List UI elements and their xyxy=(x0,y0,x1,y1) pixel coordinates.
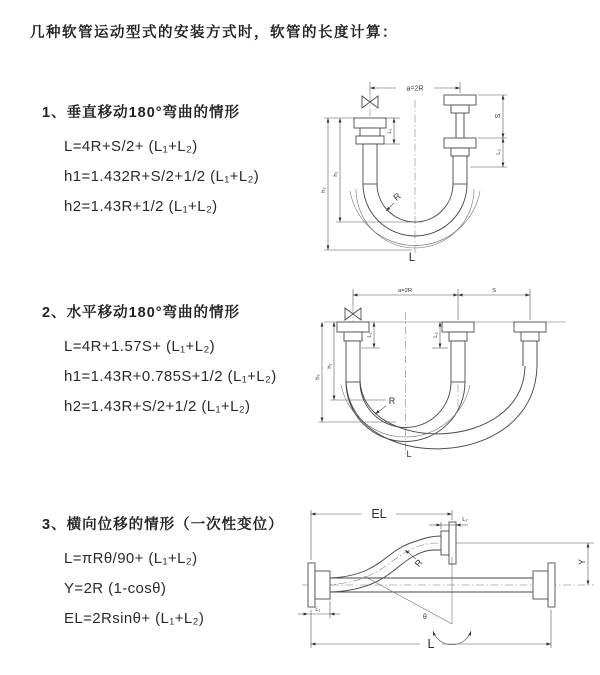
section-1-formulas xyxy=(64,132,259,222)
dim-label-stroke: S xyxy=(492,288,496,294)
middle-flange xyxy=(442,322,474,341)
dimension-l2 xyxy=(429,517,468,529)
dimension-l1 xyxy=(298,601,340,618)
dim-label-fitting1: L₁ xyxy=(315,607,321,613)
dim-label-fitting1: L₁ xyxy=(387,128,393,134)
section-lateral-displacement xyxy=(42,513,284,634)
left-flange xyxy=(354,118,386,144)
hose-displaced xyxy=(346,366,537,449)
right-flange xyxy=(514,322,546,341)
radius-callout xyxy=(375,396,396,414)
right-pipe xyxy=(523,341,537,366)
left-flange xyxy=(337,322,369,341)
formula-h2: h2=1.43R+S/2+1/2 (L₁+L₂) xyxy=(64,398,251,415)
dim-label-height2: h₂ xyxy=(321,187,327,193)
section-3-heading: 3、横向位移的情形（一次性变位） xyxy=(42,517,284,533)
section-horizontal-movement xyxy=(42,301,277,422)
diagram-lateral-displacement xyxy=(298,500,600,655)
dim-label-stroke: S xyxy=(495,113,502,119)
radius-callout xyxy=(386,190,403,211)
dimension-s xyxy=(470,95,507,167)
formula-h1: h1=1.432R+S/2+1/2 (L₁+L₂) xyxy=(64,168,260,185)
section-vertical-movement xyxy=(42,101,259,222)
radius-label: R xyxy=(412,557,425,569)
braided-hose-left xyxy=(363,144,377,184)
section-2-heading: 2、水平移动180°弯曲的情形 xyxy=(42,305,241,321)
right-pipe xyxy=(456,113,464,138)
formula-h2: h2=1.43R+1/2 (L₁+L₂) xyxy=(64,198,218,215)
dim-label-fitting2: L₂ xyxy=(496,149,502,155)
dimension-a2r xyxy=(370,82,460,94)
page-title: 几种软管运动型式的安装方式时，软管的长度计算： xyxy=(30,25,398,41)
formula-length: L=4R+S/2+ (L₁+L₂) xyxy=(64,138,198,155)
length-label: L xyxy=(427,637,435,651)
formula-h1: h1=1.43R+0.785S+1/2 (L₁+L₂) xyxy=(64,368,277,385)
right-flange-upper xyxy=(444,95,476,113)
length-label: L xyxy=(406,449,412,459)
right-flange xyxy=(533,563,555,607)
diagram-horizontal-movement xyxy=(308,282,600,460)
formula-length: L=πRθ/90+ (L₁+L₂) xyxy=(64,550,198,567)
dim-label-span: a=2R xyxy=(406,85,424,93)
angle-label: θ xyxy=(423,614,427,621)
upper-flange xyxy=(441,522,456,564)
dimension-length xyxy=(311,610,551,651)
dim-label-height1: h₁ xyxy=(327,363,333,369)
dim-label-height1: h₁ xyxy=(333,171,339,177)
right-flange-lower xyxy=(444,138,476,156)
section-2-formulas xyxy=(64,332,277,422)
dim-label-fitting2: L₂ xyxy=(462,517,468,523)
braided-hose-left xyxy=(346,341,360,382)
dim-label-height2: h₂ xyxy=(315,374,321,380)
dim-label-fitting1: L₁ xyxy=(367,332,373,338)
formula-length: L=4R+1.57S+ (L₁+L₂) xyxy=(64,338,216,355)
dim-label-span: a=2R xyxy=(397,288,413,294)
formula-el: EL=2Rsinθ+ (L₁+L₂) xyxy=(64,610,205,627)
left-flange xyxy=(308,563,330,607)
formula-y: Y=2R (1-cosθ) xyxy=(64,580,167,597)
diagram-vertical-movement xyxy=(310,72,590,264)
braided-hose-right xyxy=(453,156,467,184)
section-1-heading: 1、垂直移动180°弯曲的情形 xyxy=(42,105,241,121)
dim-label-fitting2: L₂ xyxy=(433,332,439,338)
dim-label-offset: Y xyxy=(577,558,587,566)
radius-label: R xyxy=(388,396,396,406)
braided-hose-middle xyxy=(451,341,465,382)
dimension-y xyxy=(456,543,594,585)
dimension-a2r xyxy=(353,288,530,320)
dimension-el xyxy=(311,507,452,560)
length-label: L xyxy=(408,252,416,264)
section-3-formulas xyxy=(64,544,284,634)
radius-label: R xyxy=(391,190,403,203)
dim-label-el: EL xyxy=(371,507,387,521)
